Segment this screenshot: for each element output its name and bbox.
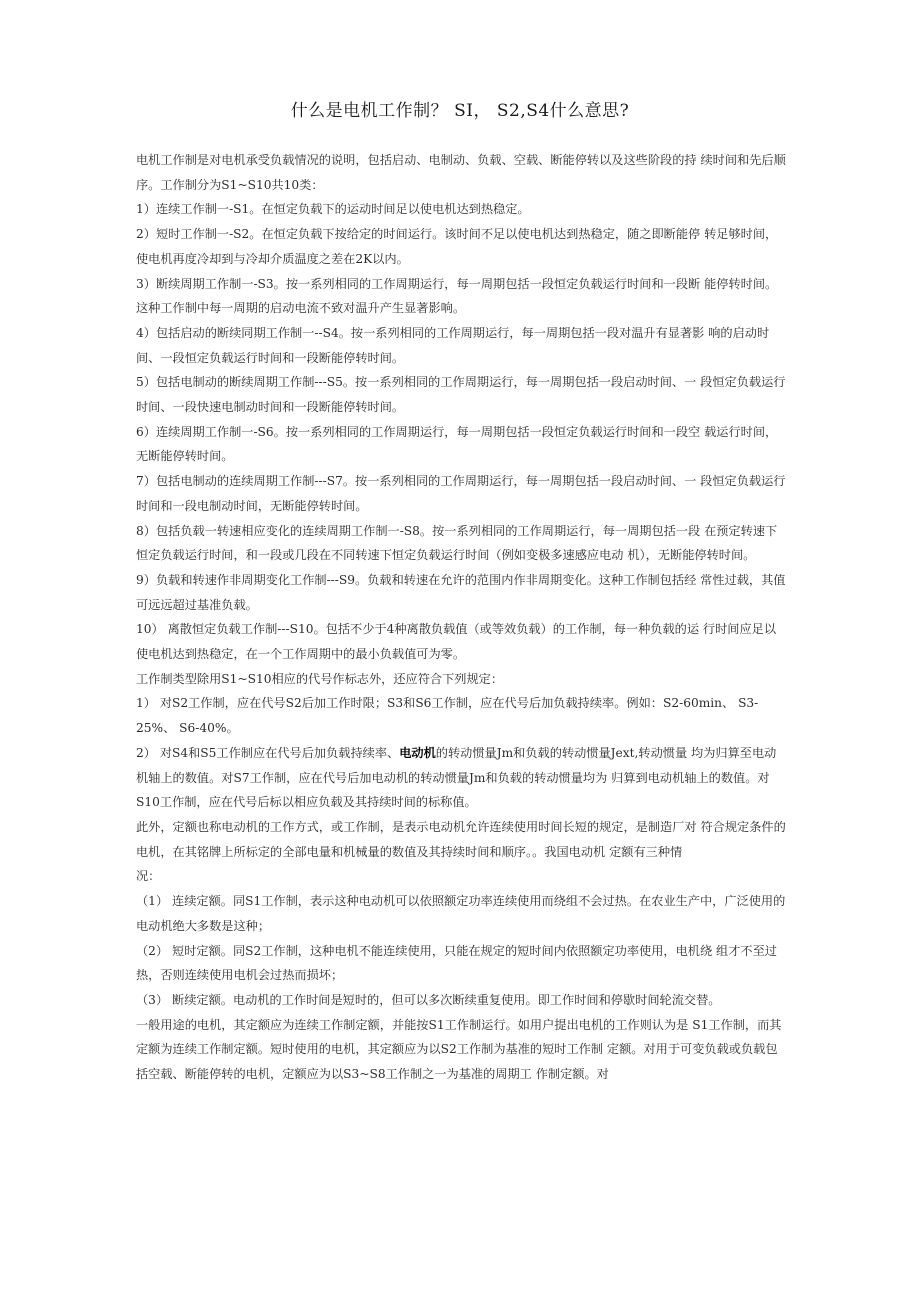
rating-short-time: （2） 短时定额。同S2工作制，这种电机不能连续使用，只能在规定的短时间内依照额定功率使用，电机绕 组才不至过热，否则连续使用电机会过热而损坏； bbox=[136, 943, 777, 983]
rating-intro: 此外，定额也称电动机的工作方式，或工作制，是表示电动机允许连续使用时间长短的规定，是制造厂对 符合规定条件的电机，在其铭牌上所标定的全部电量和机械量的数值及其持续时间和顺序。。我国电动机 定额有三种情 bbox=[136, 819, 786, 859]
document-title: 什么是电机工作制？ SI， S2,S4什么意思? bbox=[290, 101, 630, 121]
document-body bbox=[136, 148, 786, 1087]
marking-rule-2 bbox=[136, 741, 786, 815]
marking-rule-1: 1） 对S2工作制，应在代号S2后加工作时限；S3和S6工作制，应在代号后加负载持续率。例如：S2-60min、 S3-25%、 S6-40%。 bbox=[136, 696, 759, 736]
duty-s6: 6）连续周期工作制一-S6。按一系列相同的工作周期运行，每一周期包括一段恒定负载运行时间和一段空 载运行时间，无断能停转时间。 bbox=[136, 424, 778, 464]
rating-continuous: （1） 连续定额。同S1工作制，表示这种电动机可以依照额定功率连续使用而绕组不会过热。在农业生产中，广泛使用的电动机绝大多数是这种； bbox=[136, 894, 786, 933]
duty-s9: 9）负载和转速作非周期变化工作制---S9。负载和转速在允许的范围内作非周期变化。这种工作制包括经 常性过载，其值可远远超过基准负载。 bbox=[136, 572, 786, 612]
marking-intro: 工作制类型除用S1~S10相应的代号作标志外，还应符合下列规定： bbox=[136, 671, 504, 686]
duty-s8: 8）包括负载一转速相应变化的连续周期工作制一-S8。按一系列相同的工作周期运行，每一周期包括一段 在预定转速下恒定负载运行时间，和一段或几段在不同转速下恒定负载运行时间（例如变极多速感应电动 机），无断能停转时间。 bbox=[136, 523, 778, 563]
duty-s5: 5）包括电制动的断续周期工作制---S5。按一系列相同的工作周期运行，每一周期包括一段启动时间、一 段恒定负载运行时间、一段快速电制动时间和一段断能停转时间。 bbox=[136, 375, 786, 415]
duty-s3: 3）断续周期工作制一-S3。按一系列相同的工作周期运行，每一周期包括一段恒定负载运行时间和一段断 能停转时间。这种工作制中每一周期的启动电流不致对温升产生显著影响。 bbox=[136, 276, 778, 316]
duty-s1: 1）连续工作制一-S1。在恒定负载下的运动时间足以使电机达到热稳定。 bbox=[136, 202, 530, 217]
duty-s4: 4）包括启动的断续同期工作制一--S4。按一系列相同的工作周期运行，每一周期包括一段对温升有显著影 响的启动时间、一段恒定负载运行时间和一段断能停转时间。 bbox=[136, 325, 770, 365]
general-purpose-paragraph: 一般用途的电机，其定额应为连续工作制定额，并能按S1工作制运行。如用户提出电机的工作则认为是 S1工作制，而其定额为连续工作制定额。短时使用的电机，其定额应为以S2工作制为基准的短时工作制 定额。对用于可变负载或负载包括空载、断能停转的电机，定额应为以S3~S8工作制之一为基准的周期工 作制定额。对 bbox=[136, 1017, 782, 1082]
duty-s7: 7）包括电制动的连续周期工作制---S7。按一系列相同的工作周期运行，每一周期包括一段启动时间、一 段恒定负载运行时间和一段电制动时间，无断能停转时间。 bbox=[136, 474, 786, 513]
duty-s10: 10） 离散恒定负载工作制---S10。包括不少于4种离散负载值（或等效负载）的工作制，每一种负载的运 行时间应足以使电机达到热稳定，在一个工作周期中的最小负载值可为零。 bbox=[136, 622, 777, 662]
rating-intermittent: （3） 断续定额。电动机的工作时间是短时的，但可以多次断续重复使用。即工作时间和停歇时间轮流交替。 bbox=[136, 992, 721, 1007]
duty-s2: 2）短时工作制一-S2。在恒定负载下按给定的时间运行。该时间不足以使电机达到热稳定，随之即断能停 转足够时间，使电机再度冷却到与冷却介质温度之差在2K以内。 bbox=[136, 227, 778, 266]
rating-intro-cont: 况： bbox=[136, 869, 161, 884]
marking-rule-2-start: 2） 对S4和S5工作制应在代号后加负载持续率、 bbox=[136, 745, 400, 760]
motor-keyword: 电动机 bbox=[399, 745, 436, 760]
marking-rule-2-rest: 的转动惯量Jm和负载的转动惯量Jext,转动惯量 均为归算至电动机轴上的数值。对S7工作制，应在代号后加电动机的转动惯量Jm和负载的转动惯量均为 归算到电动机轴上的数值。对S10工作制，应在代号后标以相应负载及其持续时间的标称值。 bbox=[136, 745, 777, 810]
intro-paragraph: 电机工作制是对电机承受负载情况的说明，包括启动、电制动、负载、空载、断能停转以及这些阶段的持 续时间和先后顺序。工作制分为S1~S10共10类： bbox=[136, 153, 786, 192]
